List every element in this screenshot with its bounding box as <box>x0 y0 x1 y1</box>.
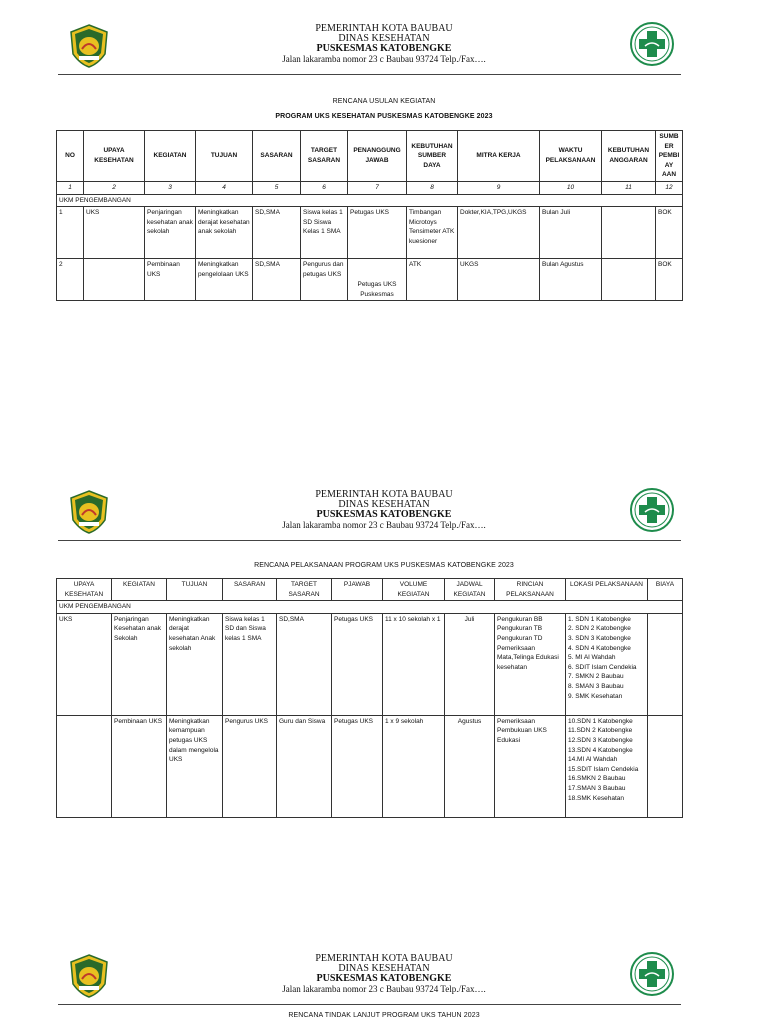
col-number: 12 <box>656 181 683 194</box>
location-item: 5. MI Al Wahdah <box>568 654 616 662</box>
puskesmas-name: PUSKESMAS KATOBENGKE <box>316 973 452 984</box>
table-header-row <box>57 131 683 182</box>
cell: Pengurus UKS <box>223 715 277 817</box>
header-biaya: BIAYA <box>648 579 683 601</box>
header-sumber: SUMBER PEMBIAY AAN <box>656 131 683 182</box>
cell: BOK <box>656 207 683 259</box>
cell: Petugas UKS <box>332 715 383 817</box>
group-row <box>57 194 683 207</box>
col-number: 5 <box>253 181 301 194</box>
location-item: 7. SMKN 2 Baubau <box>568 673 624 681</box>
group-row <box>57 601 683 614</box>
group-label: UKM PENGEMBANGAN <box>57 601 683 614</box>
col-number: 10 <box>540 181 602 194</box>
location-item: 14.MI Al Wahdah <box>568 756 618 764</box>
address: Jalan lakaramba nomor 23 c Baubau 93724 Telp./Fax…. <box>282 54 486 64</box>
location-item: 1. SDN 1 Katobengke <box>568 615 631 623</box>
cell: Dokter,KIA,TPG,UKGS <box>458 207 540 259</box>
cell <box>57 715 112 817</box>
section2-title: RENCANA PELAKSANAAN PROGRAM UKS PUSKESMAS KATOBENGKE 2023 <box>254 562 514 569</box>
cell: 1 x 9 sekolah <box>383 715 445 817</box>
location-cell <box>566 715 648 817</box>
cell: 11 x 10 sekolah x 1 <box>383 613 445 715</box>
col-number: 2 <box>84 181 145 194</box>
cell: Agustus <box>445 715 495 817</box>
header-anggaran: KEBUTUHAN ANGGARAN <box>602 131 656 182</box>
location-item: 11.SDN 2 Katobengke <box>568 727 633 735</box>
divider <box>58 1004 681 1005</box>
government-name: PEMERINTAH KOTA BAUBAU <box>315 953 453 964</box>
baubau-city-emblem-icon <box>68 24 110 68</box>
cell: Meningkatkan pengelolaan UKS <box>196 259 253 301</box>
header-kegiatan: KEGIATAN <box>145 131 196 182</box>
puskesmas-cross-icon <box>630 952 674 996</box>
cell: Meningkatkan kemampuan petugas UKS dalam mengelola UKS <box>167 715 223 817</box>
location-cell <box>566 613 648 715</box>
location-item: 18.SMK Kesehatan <box>568 794 625 802</box>
location-item: 12.SDN 3 Katobengke <box>568 736 633 744</box>
header-jadwal: JADWAL KEGIATAN <box>445 579 495 601</box>
cell <box>84 259 145 301</box>
header-sasaran: SASARAN <box>253 131 301 182</box>
column-number-row <box>57 181 683 194</box>
location-item: 6. SDIT Islam Cendekia <box>568 663 637 671</box>
cell: Pemeriksaan Pembukuan UKS Edukasi <box>495 715 566 817</box>
group-label: UKM PENGEMBANGAN <box>57 194 683 207</box>
cell: Meningkatkan derajat kesehatan anak sekolah <box>196 207 253 259</box>
table-row <box>57 259 683 301</box>
table-row <box>57 715 683 817</box>
section3-title: RENCANA TINDAK LANJUT PROGRAM UKS TAHUN 2023 <box>288 1012 480 1019</box>
pelaksanaan-table <box>56 578 683 818</box>
cell <box>648 715 683 817</box>
cell: Siswa kelas 1 SD Siswa Kelas 1 SMA <box>301 207 348 259</box>
cell: Siswa kelas 1 SD dan Siswa kelas 1 SMA <box>223 613 277 715</box>
header-upaya: UPAYA KESEHATAN <box>84 131 145 182</box>
header-kegiatan: KEGIATAN <box>112 579 167 601</box>
cell: Petugas UKS Puskesmas <box>348 259 407 301</box>
location-item: 8. SMAN 3 Baubau <box>568 682 624 690</box>
cell: Pengukuran BB Pengukuran TB Pengukuran TD Pemeriksaan Mata,Telinga Edukasi kesehatan <box>495 613 566 715</box>
divider <box>58 540 681 541</box>
cell: SD,SMA <box>277 613 332 715</box>
puskesmas-name: PUSKESMAS KATOBENGKE <box>316 43 452 54</box>
usulan-kegiatan-table <box>56 130 683 301</box>
cell <box>648 613 683 715</box>
header-tujuan: TUJUAN <box>196 131 253 182</box>
header-waktu: WAKTU PELAKSANAAN <box>540 131 602 182</box>
header-sasaran: SASARAN <box>223 579 277 601</box>
address: Jalan lakaramba nomor 23 c Baubau 93724 Telp./Fax…. <box>282 984 486 994</box>
location-item: 10.SDN 1 Katobengke <box>568 717 633 725</box>
col-number: 3 <box>145 181 196 194</box>
cell: SD,SMA <box>253 207 301 259</box>
location-item: 2. SDN 2 Katobengke <box>568 625 631 633</box>
cell: 1 <box>57 207 84 259</box>
header-lokasi: LOKASI PELAKSANAAN <box>566 579 648 601</box>
cell: Penjaringan kesehatan anak sekolah <box>145 207 196 259</box>
cell: Pengurus dan petugas UKS <box>301 259 348 301</box>
header-pj: PENANGGUNG JAWAB <box>348 131 407 182</box>
cell: 2 <box>57 259 84 301</box>
header-target: TARGET SASARAN <box>301 131 348 182</box>
cell: Pembinaan UKS <box>145 259 196 301</box>
header-tujuan: TUJUAN <box>167 579 223 601</box>
section1-title: RENCANA USULAN KEGIATAN <box>332 98 436 105</box>
table-header-row <box>57 579 683 601</box>
divider <box>58 74 681 75</box>
cell: UKGS <box>458 259 540 301</box>
puskesmas-name: PUSKESMAS KATOBENGKE <box>316 509 452 520</box>
address: Jalan lakaramba nomor 23 c Baubau 93724 Telp./Fax…. <box>282 520 486 530</box>
cell: Bulan Agustus <box>540 259 602 301</box>
location-item: 15.SDIT Islam Cendekia <box>568 765 639 773</box>
cell: Petugas UKS <box>348 207 407 259</box>
location-item: 17.SMAN 3 Baubau <box>568 784 626 792</box>
header-upaya: UPAYA KESEHATAN <box>57 579 112 601</box>
department-name: DINAS KESEHATAN <box>338 963 430 974</box>
cell: Juli <box>445 613 495 715</box>
cell: UKS <box>57 613 112 715</box>
cell <box>602 259 656 301</box>
col-number: 8 <box>407 181 458 194</box>
department-name: DINAS KESEHATAN <box>338 33 430 44</box>
table-row <box>57 613 683 715</box>
letterhead <box>0 0 768 80</box>
location-item: 4. SDN 4 Katobengke <box>568 644 631 652</box>
location-item: 16.SMKN 2 Baubau <box>568 775 626 783</box>
table-row <box>57 207 683 259</box>
cell: Guru dan Siswa <box>277 715 332 817</box>
col-number: 1 <box>57 181 84 194</box>
location-item: 3. SDN 3 Katobengke <box>568 634 631 642</box>
header-rincian: RINCIAN PELAKSANAAN <box>495 579 566 601</box>
cell <box>602 207 656 259</box>
header-no: NO <box>57 131 84 182</box>
cell: Penjaringan Kesehatan anak Sekolah <box>112 613 167 715</box>
col-number: 7 <box>348 181 407 194</box>
cell: ATK <box>407 259 458 301</box>
col-number: 9 <box>458 181 540 194</box>
government-name: PEMERINTAH KOTA BAUBAU <box>315 489 453 500</box>
government-name: PEMERINTAH KOTA BAUBAU <box>315 23 453 34</box>
col-number: 6 <box>301 181 348 194</box>
location-item: 9. SMK Kesehatan <box>568 692 623 700</box>
department-name: DINAS KESEHATAN <box>338 499 430 510</box>
header-kebutuhan-sd: KEBUTUHAN SUMBER DAYA <box>407 131 458 182</box>
letterhead <box>0 930 768 1010</box>
header-volume: VOLUME KEGIATAN <box>383 579 445 601</box>
baubau-city-emblem-icon <box>68 954 110 998</box>
cell: Meningkatkan derajat kesehatan Anak sekolah <box>167 613 223 715</box>
cell: Timbangan Microtoys Tensimeter ATK kuesioner <box>407 207 458 259</box>
puskesmas-cross-icon <box>630 22 674 66</box>
header-target: TARGET SASARAN <box>277 579 332 601</box>
baubau-city-emblem-icon <box>68 490 110 534</box>
cell: UKS <box>84 207 145 259</box>
header-pjawab: PJAWAB <box>332 579 383 601</box>
cell: SD,SMA <box>253 259 301 301</box>
col-number: 4 <box>196 181 253 194</box>
letterhead <box>0 466 768 546</box>
header-mitra: MITRA KERJA <box>458 131 540 182</box>
section1-subtitle: PROGRAM UKS KESEHATAN PUSKESMAS KATOBENGKE 2023 <box>275 113 493 120</box>
location-item: 13.SDN 4 Katobengke <box>568 746 633 754</box>
cell: Petugas UKS <box>332 613 383 715</box>
cell: Bulan Juli <box>540 207 602 259</box>
cell: Pembinaan UKS <box>112 715 167 817</box>
col-number: 11 <box>602 181 656 194</box>
puskesmas-cross-icon <box>630 488 674 532</box>
cell: BOK <box>656 259 683 301</box>
